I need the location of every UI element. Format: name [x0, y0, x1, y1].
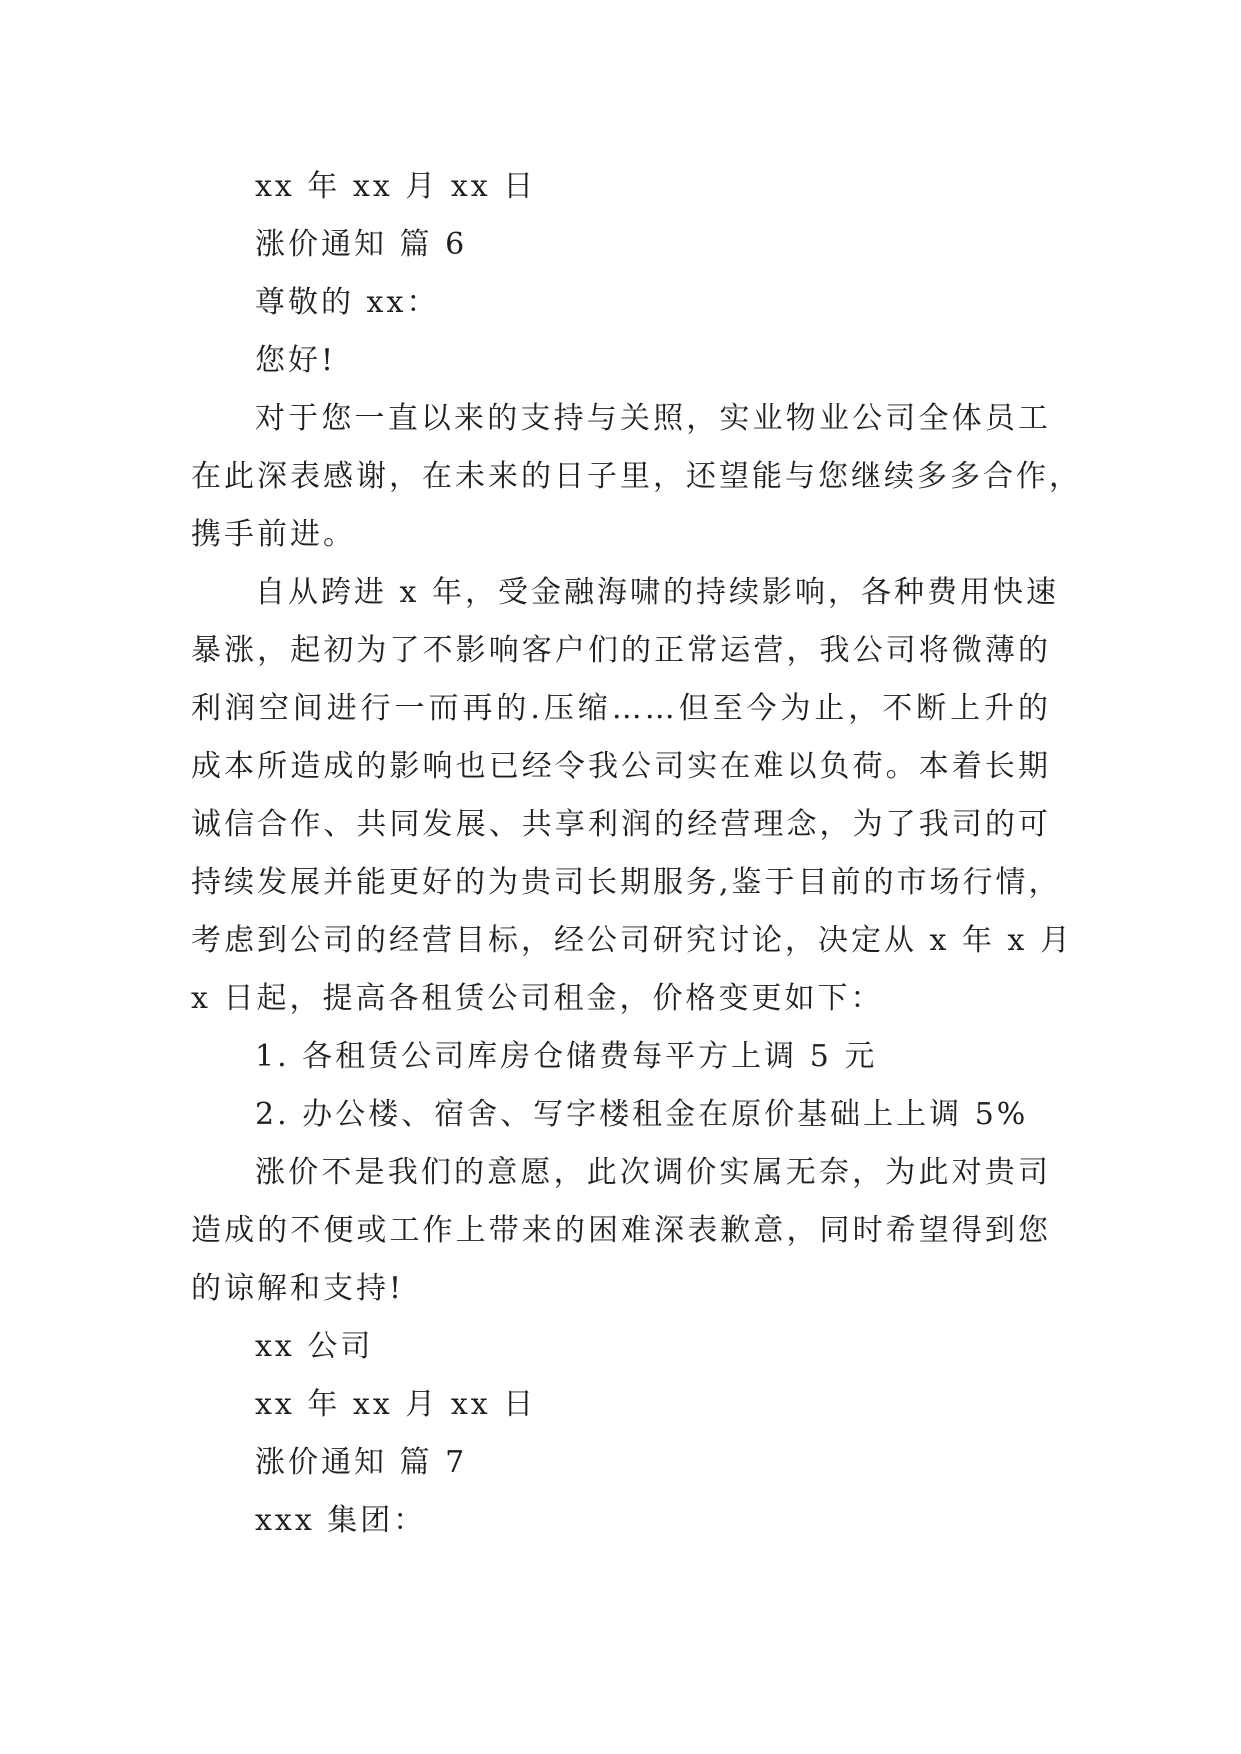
text-line: 在此深表感谢，在未来的日子里，还望能与您继续多多合作，	[191, 459, 1082, 494]
text-line: 1. 各租赁公司库房仓储费每平方上调 5 元	[255, 1039, 878, 1074]
text-line: xxx 集团：	[255, 1503, 427, 1538]
document-body	[191, 158, 1082, 1550]
text-line: 诚信合作、共同发展、共享利润的经营理念，为了我司的可	[191, 807, 1051, 842]
text-line: xx 年 xx 月 xx 日	[255, 1387, 537, 1422]
text-line: 暴涨，起初为了不影响客户们的正常运营，我公司将微薄的	[191, 633, 1051, 668]
text-line: xx 公司	[255, 1329, 374, 1364]
text-line: 对于您一直以来的支持与关照，实业物业公司全体员工	[255, 401, 1051, 436]
text-line: xx 年 xx 月 xx 日	[255, 169, 537, 204]
text-line: 您好!	[255, 343, 337, 378]
text-line: x 日起，提高各租赁公司租金，价格变更如下：	[191, 981, 884, 1016]
text-line: 自从跨进 x 年，受金融海啸的持续影响，各种费用快速	[255, 575, 1059, 610]
text-line: 尊敬的 xx：	[255, 285, 440, 320]
text-line: 的谅解和支持!	[191, 1271, 405, 1306]
text-line: 涨价通知 篇 7	[255, 1445, 468, 1480]
text-line: 涨价通知 篇 6	[255, 227, 468, 262]
text-line: 利润空间进行一而再的.压缩……但至今为止，不断上升的	[191, 691, 1051, 726]
text-line: 携手前进。	[191, 517, 356, 552]
text-line: 造成的不便或工作上带来的困难深表歉意，同时希望得到您	[191, 1213, 1051, 1248]
text-line: 持续发展并能更好的为贵司长期服务,鉴于目前的市场行情，	[191, 865, 1062, 900]
text-line: 涨价不是我们的意愿，此次调价实属无奈，为此对贵司	[255, 1155, 1051, 1190]
text-line: 成本所造成的影响也已经令我公司实在难以负荷。本着长期	[191, 749, 1051, 784]
text-line: 2. 办公楼、宿舍、写字楼租金在原价基础上上调 5%	[255, 1097, 1029, 1132]
text-line: 考虑到公司的经营目标，经公司研究讨论，决定从 x 年 x 月	[191, 923, 1073, 958]
